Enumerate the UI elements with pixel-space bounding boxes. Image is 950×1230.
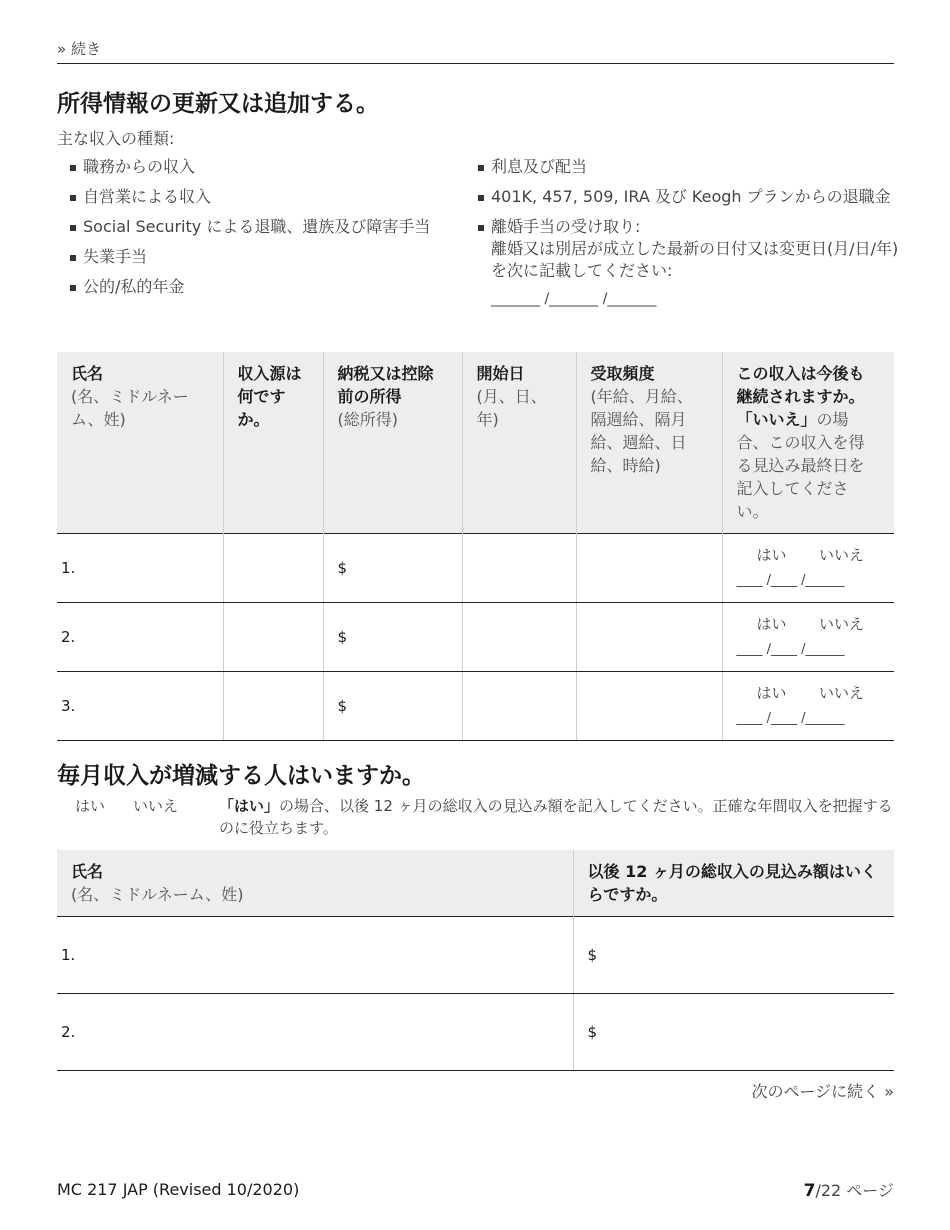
yes-option[interactable]: はい (756, 546, 787, 564)
income-change-title: 毎月収入が増減する人はいますか。 (57, 763, 425, 789)
income-types-label: 主な収入の種類: (57, 129, 175, 148)
table-row (57, 534, 894, 603)
header-name: 氏名 (名、ミドルネーム、姓) (57, 352, 223, 534)
table-row (57, 917, 894, 994)
no-option[interactable]: いいえ (818, 684, 864, 702)
divorce-label: 離婚手当の受け取り: (491, 217, 641, 236)
income-change-note: 「はい」の場合、以後 12 ヶ月の総収入の見込み額を記入してください。正確な年間収入を把握するのに役立ちます。 (219, 797, 893, 837)
table-header-row (57, 850, 894, 917)
estimate-cell[interactable]: $ (573, 994, 894, 1071)
page-number: 7/22 ページ (803, 1181, 894, 1201)
name-cell[interactable]: 1. (57, 917, 573, 994)
header-start-date: 開始日 (月、日、年) (462, 352, 576, 534)
end-date-field[interactable]: ____ /____ /______ (736, 711, 845, 726)
income-table (57, 352, 894, 741)
no-option[interactable]: いいえ (133, 797, 179, 815)
no-option[interactable]: いいえ (818, 546, 864, 564)
yes-option[interactable]: はい (75, 797, 106, 815)
estimate-table (57, 850, 894, 1071)
source-cell[interactable] (223, 534, 323, 603)
amount-cell[interactable]: $ (323, 534, 462, 603)
list-item: Social Security による退職、遺族及び障害手当 (63, 216, 483, 238)
list-item: 公的/私的年金 (63, 276, 483, 298)
amount-cell[interactable]: $ (323, 603, 462, 672)
divorce-date-field[interactable]: _______ /_______ /_______ (491, 291, 657, 307)
end-date-field[interactable]: ____ /____ /______ (736, 642, 845, 657)
end-date-field[interactable]: ____ /____ /______ (736, 573, 845, 588)
top-divider (57, 63, 894, 64)
estimate-cell[interactable]: $ (573, 917, 894, 994)
form-id: MC 217 JAP (Revised 10/2020) (57, 1180, 300, 1199)
continued-label: » 続き (57, 40, 101, 58)
header-frequency: 受取頻度 (年給、月給、隔週給、隔月給、週給、日給、時給) (576, 352, 722, 534)
yes-option[interactable]: はい (756, 684, 787, 702)
list-item: 自営業による収入 (63, 186, 483, 208)
table-header-row (57, 352, 894, 534)
list-item: 職務からの収入 (63, 156, 483, 178)
yes-option[interactable]: はい (756, 615, 787, 633)
header-source: 収入源は何ですか。 (223, 352, 323, 534)
list-item: 失業手当 (63, 246, 483, 268)
no-option[interactable]: いいえ (818, 615, 864, 633)
header-estimate: 以後 12 ヶ月の総収入の見込み額はいくらですか。 (573, 850, 894, 917)
name-cell[interactable]: 1. (57, 534, 223, 603)
source-cell[interactable] (223, 672, 323, 741)
name-cell[interactable]: 2. (57, 994, 573, 1071)
frequency-cell[interactable] (576, 534, 722, 603)
header-gross-income: 納税又は控除前の所得 (総所得) (323, 352, 462, 534)
continue-cell (722, 534, 894, 603)
income-types-list-left (63, 156, 483, 306)
divorce-detail: 離婚又は別居が成立した最新の日付又は変更日(月/日/年)を次に記載してください: (491, 239, 899, 280)
source-cell[interactable] (223, 603, 323, 672)
next-page-label: 次のページに続く » (751, 1082, 894, 1101)
form-page (57, 0, 899, 1230)
name-cell[interactable]: 2. (57, 603, 223, 672)
frequency-cell[interactable] (576, 672, 722, 741)
list-item: 利息及び配当 (471, 156, 901, 178)
header-name: 氏名 (名、ミドルネーム、姓) (57, 850, 573, 917)
name-cell[interactable]: 3. (57, 672, 223, 741)
table-row (57, 603, 894, 672)
list-item: 401K, 457, 509, IRA 及び Keogh プランからの退職金 (471, 186, 901, 208)
start-date-cell[interactable] (462, 534, 576, 603)
table-row (57, 672, 894, 741)
income-section-title: 所得情報の更新又は追加する。 (57, 91, 379, 117)
start-date-cell[interactable] (462, 603, 576, 672)
header-continue: この収入は今後も継続されますか。 「いいえ」の場合、この収入を得る見込み最終日を記入してください。 (722, 352, 894, 534)
start-date-cell[interactable] (462, 672, 576, 741)
income-types-list-right (471, 156, 901, 318)
table-row (57, 994, 894, 1071)
income-change-options (75, 795, 206, 816)
frequency-cell[interactable] (576, 603, 722, 672)
amount-cell[interactable]: $ (323, 672, 462, 741)
list-item-divorce (471, 216, 901, 310)
continue-cell (722, 672, 894, 741)
continue-cell (722, 603, 894, 672)
